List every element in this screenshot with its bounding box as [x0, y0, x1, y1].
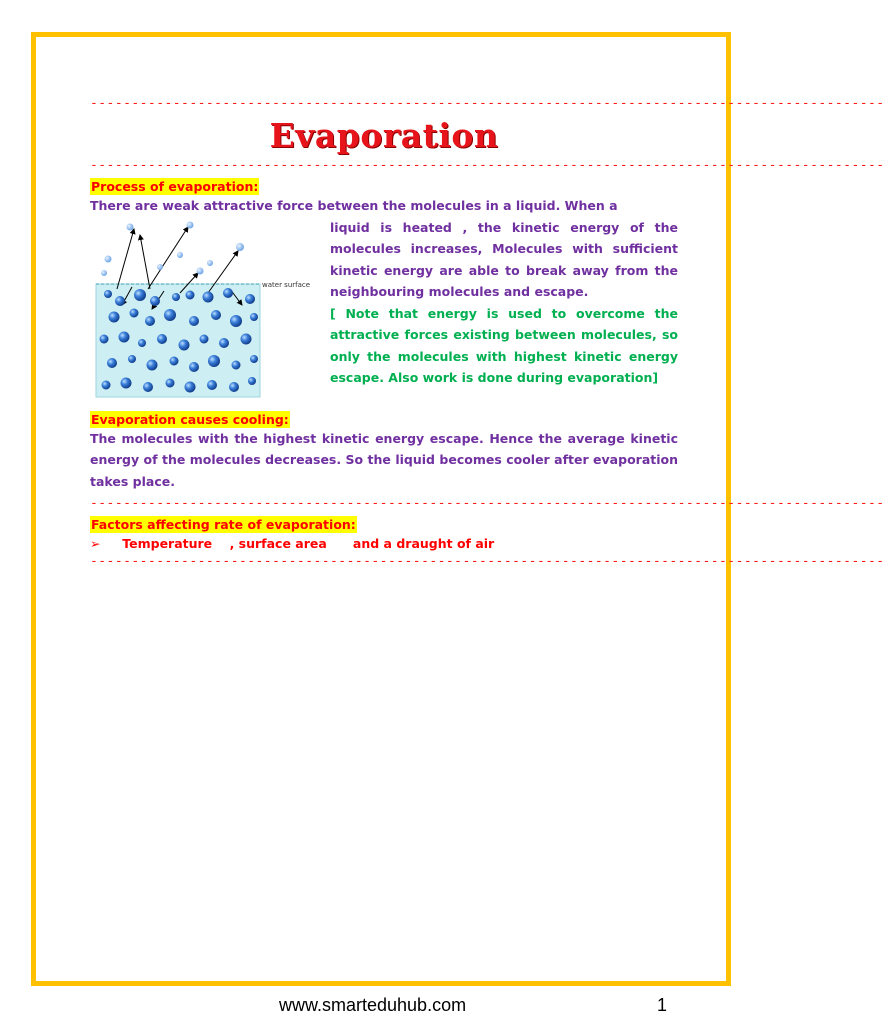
process-explanation: liquid is heated , the kinetic energy of the molecules increases, Molecules with sufficient kinetic energy are able to break away from the neighbouring molecules and escape.	[330, 219, 678, 299]
footer-url: www.smarteduhub.com	[279, 995, 467, 1015]
factors-text: Temperature , surface area and a draught of air	[122, 536, 495, 551]
process-note: [ Note that energy is used to overcome the attractive forces existing between molecules, so only the molecules with highest kinetic energy escape. Also work is done during evaporation]	[330, 305, 678, 385]
cooling-heading: Evaporation causes cooling:	[91, 411, 289, 427]
evaporation-diagram	[90, 217, 330, 407]
divider-top: ------------------------------------------------------------------------------------------------	[90, 96, 885, 111]
divider-below-title: ------------------------------------------------------------------------------------------------	[90, 158, 885, 173]
divider-before-factors: ------------------------------------------------------------------------------------------------	[90, 496, 885, 511]
bullet-arrow-icon: ➢	[90, 536, 101, 551]
molecule-diagram-svg	[90, 217, 330, 407]
process-intro: There are weak attractive force between the molecules in a liquid. When a	[90, 198, 618, 213]
page-title: Evaporation	[269, 116, 499, 155]
page-number: 1	[657, 995, 668, 1015]
factors-list-item	[90, 533, 678, 554]
water-surface-label: water surface	[262, 280, 311, 289]
escaped-molecules	[101, 221, 244, 276]
cooling-text: The molecules with the highest kinetic energy escape. Hence the average kinetic energy of the molecules decreases. So the liquid becomes cooler after evaporation takes place.	[90, 430, 678, 489]
process-heading: Process of evaporation:	[91, 179, 259, 194]
factors-heading: Factors affecting rate of evaporation:	[91, 517, 356, 532]
process-row	[90, 217, 678, 407]
divider-after-factors: ------------------------------------------------------------------------------------------------	[90, 554, 885, 569]
document-content	[90, 96, 885, 570]
process-side-text	[330, 217, 678, 407]
